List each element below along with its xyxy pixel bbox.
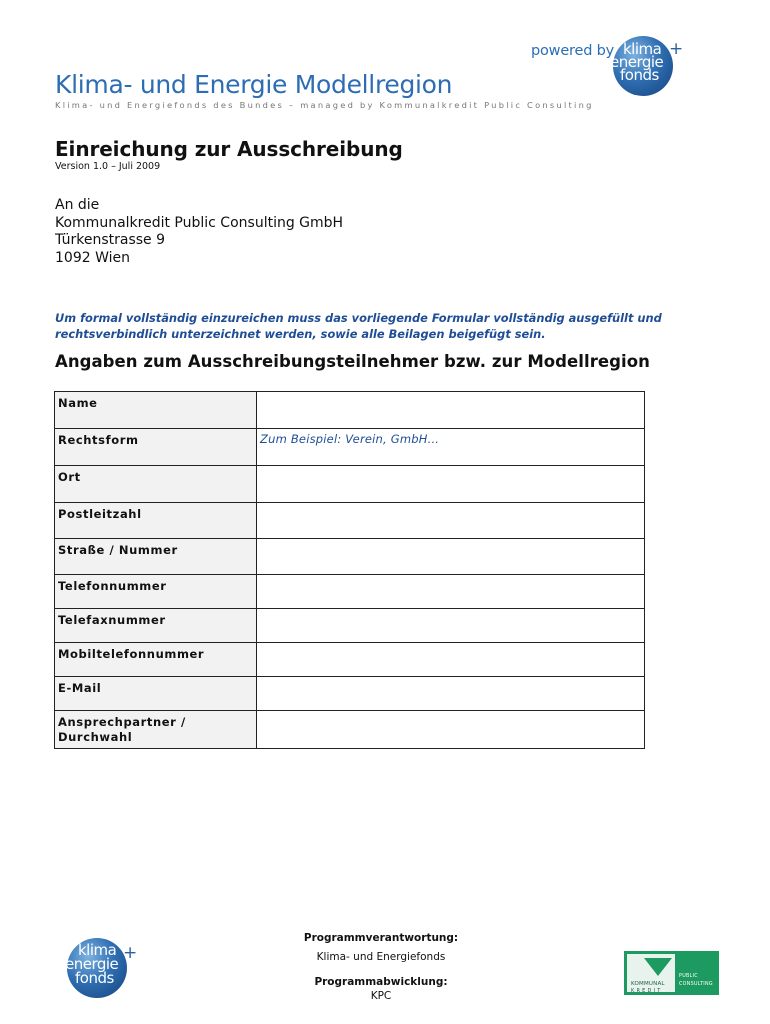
footer-responsibility-value: Klima- und Energiefonds — [316, 951, 446, 963]
form-label: Ansprechpartner / Durchwahl — [55, 711, 257, 749]
address-line: Türkenstrasse 9 — [55, 232, 166, 248]
logo-plus: + — [123, 943, 138, 963]
form-label: Ort — [55, 466, 257, 503]
kpc-logo-line1: KOMMUNAL — [631, 981, 665, 987]
form-row-email — [55, 677, 645, 711]
form-label: Name — [55, 392, 257, 429]
form-label: Mobiltelefonnummer — [55, 643, 257, 677]
form-row-rechtsform — [55, 429, 645, 466]
klima-energiefonds-logo-footer — [65, 938, 138, 998]
logo-word-klima: klima — [623, 40, 662, 58]
logo-word-fonds: fonds — [620, 66, 659, 84]
logo-word-energie: energie — [65, 955, 119, 973]
logo-plus: + — [669, 39, 684, 59]
form-row-name — [55, 392, 645, 429]
telefon-field[interactable] — [257, 575, 645, 609]
form-label: Telefonnummer — [55, 575, 257, 609]
document-heading: Einreichung zur Ausschreibung — [55, 137, 403, 161]
document-version: Version 1.0 – Juli 2009 — [55, 161, 161, 172]
form-label: E-Mail — [55, 677, 257, 711]
footer-processing-label: Programmabwicklung: — [314, 976, 448, 988]
form-row-postleitzahl — [55, 503, 645, 539]
form-label: Postleitzahl — [55, 503, 257, 539]
powered-by-logo — [531, 39, 684, 92]
footer-responsibility-label: Programmverantwortung: — [303, 932, 459, 944]
form-row-telefon — [55, 575, 645, 609]
address-line: Kommunalkredit Public Consulting GmbH — [55, 214, 344, 231]
address-line: An die — [55, 197, 100, 213]
name-field[interactable] — [257, 392, 645, 429]
postleitzahl-field[interactable] — [257, 503, 645, 539]
strasse-field[interactable] — [257, 539, 645, 575]
klima-energiefonds-logo-top — [610, 36, 684, 96]
form-row-mobiltelefon — [55, 643, 645, 677]
address-line: 1092 Wien — [55, 249, 130, 266]
email-field[interactable] — [257, 677, 645, 711]
kpc-logo-line4: CONSULTING — [679, 982, 713, 987]
footer-processing-value: KPC — [370, 990, 392, 1002]
form-label: Rechtsform — [55, 429, 257, 466]
page-title: Klima- und Energie Modellregion — [55, 70, 453, 99]
kpc-logo-triangle-icon — [644, 958, 672, 976]
logo-word-klima: klima — [78, 941, 117, 959]
kpc-logo-line3: PUBLIC — [679, 974, 698, 979]
kpc-logo-panel — [627, 954, 675, 992]
powered-by-text: powered by — [531, 43, 615, 59]
logo-word-fonds: fonds — [75, 969, 114, 987]
mobiltelefon-field[interactable] — [257, 643, 645, 677]
form-row-telefax — [55, 609, 645, 643]
kpc-logo-line2: KREDIT — [631, 988, 663, 994]
logo-word-energie: energie — [610, 53, 664, 71]
ort-field[interactable] — [257, 466, 645, 503]
ansprechpartner-field[interactable] — [257, 711, 645, 749]
form-row-ort — [55, 466, 645, 503]
telefax-field[interactable] — [257, 609, 645, 643]
participant-form-table — [54, 391, 645, 749]
form-row-ansprechpartner — [55, 711, 645, 749]
form-row-strasse — [55, 539, 645, 575]
submission-notice: Um formal vollständig einzureichen muss das vorliegende Formular vollständig ausgefüllt und rechtsverbindlich unterzeichnet werden, sowie alle Beilagen beigefügt sein. — [55, 311, 662, 341]
form-label: Straße / Nummer — [55, 539, 257, 575]
section-heading: Angaben zum Ausschreibungsteilnehmer bzw. zur Modellregion — [55, 352, 650, 371]
form-label: Telefaxnummer — [55, 609, 257, 643]
rechtsform-field[interactable]: Zum Beispiel: Verein, GmbH... — [257, 429, 645, 466]
page-subline: Klima- und Energiefonds des Bundes – managed by Kommunalkredit Public Consulting — [55, 100, 594, 110]
kommunalkredit-logo — [624, 951, 719, 995]
recipient-address — [55, 197, 343, 267]
